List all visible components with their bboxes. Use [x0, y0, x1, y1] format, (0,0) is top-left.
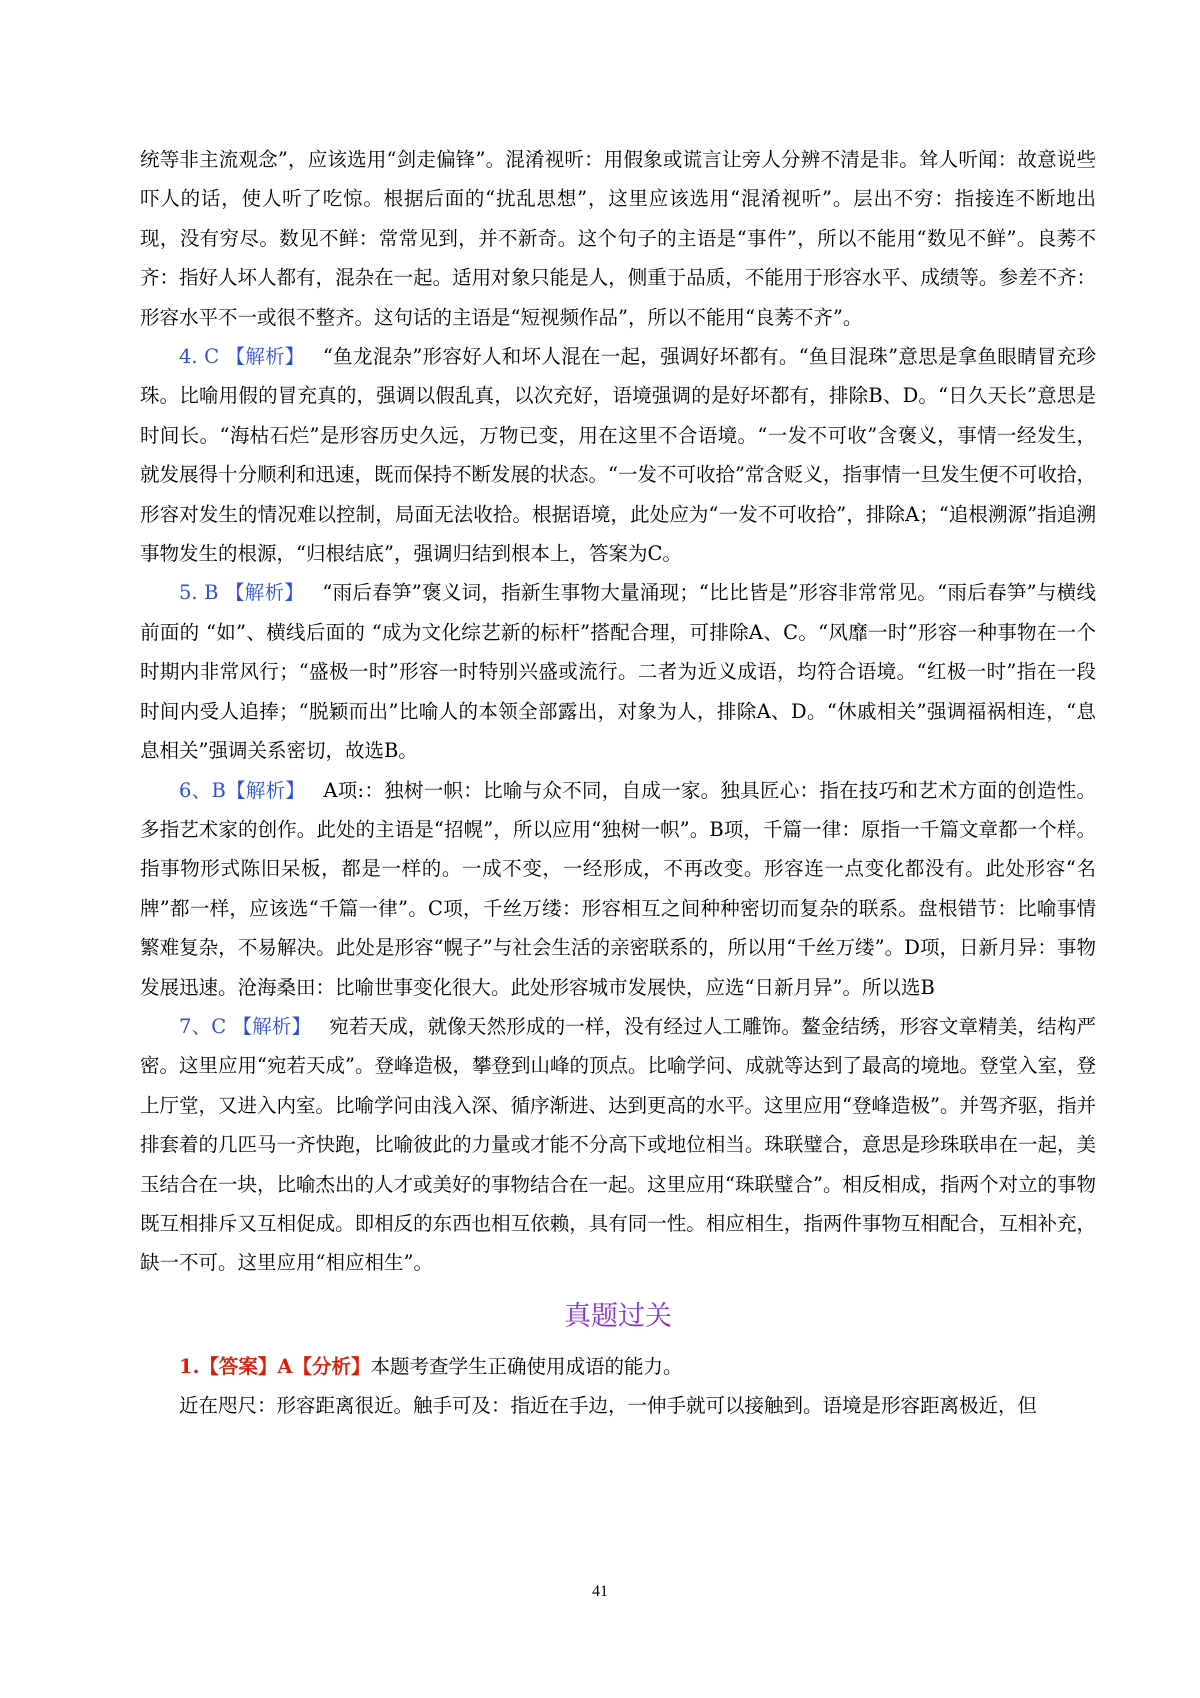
answer-continuation: 近在咫尺：形容距离很近。触手可及：指近在手边，一伸手就可以接触到。语境是形容距离极近，但: [179, 1394, 1038, 1418]
item-tag: 【解析】: [224, 581, 305, 605]
explanation-item-7: [140, 1007, 1096, 1283]
page-number: 41: [592, 1583, 608, 1600]
page-content: [140, 140, 1096, 1426]
item-text: 宛若天成，就像天然形成的一样，没有经过人工雕饰。鳌金结绣，形容文章精美，结构严密。这里应用“宛若天成”。登峰造极，攀登到山峰的顶点。比喻学问、成就等达到了最高的境地。登堂入室，登上厅堂，又进入内室。比喻学问由浅入深、循序渐进、达到更高的水平。这里应用“登峰造极”。并驾齐驱，指并排套着的几匹马一齐快跑，比喻彼此的力量或才能不分高下或地位相当。珠联璧合，意思是珍珠联串在一起，美玉结合在一块，比喻杰出的人才或美好的事物结合在一起。这里应用“珠联璧合”。相反相成，指两个对立的事物既互相排斥又互相促成。即相反的东西也相互依赖，具有同一性。相应相生，指两件事物互相配合，互相补充，缺一不可。这里应用“相应相生”。: [140, 1014, 1097, 1275]
item-number: 7、C: [179, 1014, 227, 1038]
intro-paragraph: 统等非主流观念”，应该选用“剑走偏锋”。混淆视听：用假象或谎言让旁人分辨不清是非。耸人听闻：故意说些吓人的话，使人听了吃惊。根据后面的“扰乱思想”，这里应该选用“混淆视听”。层出不穷：指接连不断地出现，没有穷尽。数见不鲜：常常见到，并不新奇。这个句子的主语是“事件”，所以不能用“数见不鲜”。良莠不齐：指好人坏人都有，混杂在一起。适用对象只能是人，侧重于品质，不能用于形容水平、成绩等。参差不齐：形容水平不一或很不整齐。这句话的主语是“短视频作品”，所以不能用“良莠不齐”。: [140, 148, 1096, 329]
item-tag: 【解析】: [225, 778, 306, 802]
explanation-item-4: [140, 337, 1096, 573]
item-tag: 【解析】: [232, 1014, 312, 1038]
explanation-item-6: [140, 771, 1096, 1007]
answer-tag: 【答案】: [199, 1354, 278, 1378]
item-number: 4. C: [179, 345, 220, 369]
item-number: 5. B: [179, 581, 219, 605]
item-text: “雨后春笋”褒义词，指新生事物大量涌现；“比比皆是”形容非常常见。“雨后春笋”与横线前面的 “如”、横线后面的 “成为文化综艺新的标杆”搭配合理，可排除A、C。“风靡一时”形容一种事物在一个时期内非常风行；“盛极一时”形容一时特别兴盛或流行。二者为近义成语，均符合语境。“红极一时”指在一段时间内受人追捧；“脱颖而出”比喻人的本领全部露出，对象为人，排除A、D。“休戚相关”强调福祸相连，“息息相关”强调关系密切，故选B。: [140, 581, 1096, 763]
item-tag: 【解析】: [225, 345, 305, 369]
item-text: A项:：独树一帜：比喻与众不同，自成一家。独具匠心：指在技巧和艺术方面的创造性。多指艺术家的创作。此处的主语是“招幌”，所以应用“独树一帜”。B项，千篇一律：原指一千篇文章都一个样。指事物形式陈旧呆板，都是一样的。一成不变，一经形成，不再改变。形容连一点变化都没有。此处形容“名牌”都一样，应该选“千篇一律”。C项，千丝万缕：形容相互之间种种密切而复杂的联系。盘根错节：比喻事情繁难复杂，不易解决。此处是形容“幌子”与社会生活的亲密联系的，所以用“千丝万缕”。D项，日新月异：事物发展迅速。沧海桑田：比喻世事变化很大。此处形容城市发展快，应选“日新月异”。所以选B: [140, 778, 1096, 999]
answer-number: 1.: [179, 1354, 200, 1378]
analysis-tag: 【分析】: [292, 1354, 371, 1378]
item-text: “鱼龙混杂”形容好人和坏人混在一起，强调好坏都有。“鱼目混珠”意思是拿鱼眼睛冒充珍珠。比喻用假的冒充真的，强调以假乱真，以次充好，语境强调的是好坏都有，排除B、D。“日久天长”意思是时间长。“海枯石烂”是形容历史久远，万物已变，用在这里不合语境。“一发不可收”含褒义，事情一经发生，就发展得十分顺利和迅速，既而保持不断发展的状态。“一发不可收拾”常含贬义，指事情一旦发生便不可收拾，形容对发生的情况难以控制，局面无法收拾。根据语境，此处应为“一发不可收拾”，排除A；“追根溯源”指追溯事物发生的根源，“归根结底”，强调归结到根本上，答案为C。: [140, 345, 1096, 566]
item-number: 6、B: [179, 778, 226, 802]
answer-value: A: [277, 1354, 293, 1378]
analysis-text: 本题考查学生正确使用成语的能力。: [370, 1354, 683, 1378]
answer-line: [140, 1347, 1096, 1386]
section-heading: 真题过关: [564, 1300, 672, 1332]
explanation-item-5: [140, 573, 1096, 770]
